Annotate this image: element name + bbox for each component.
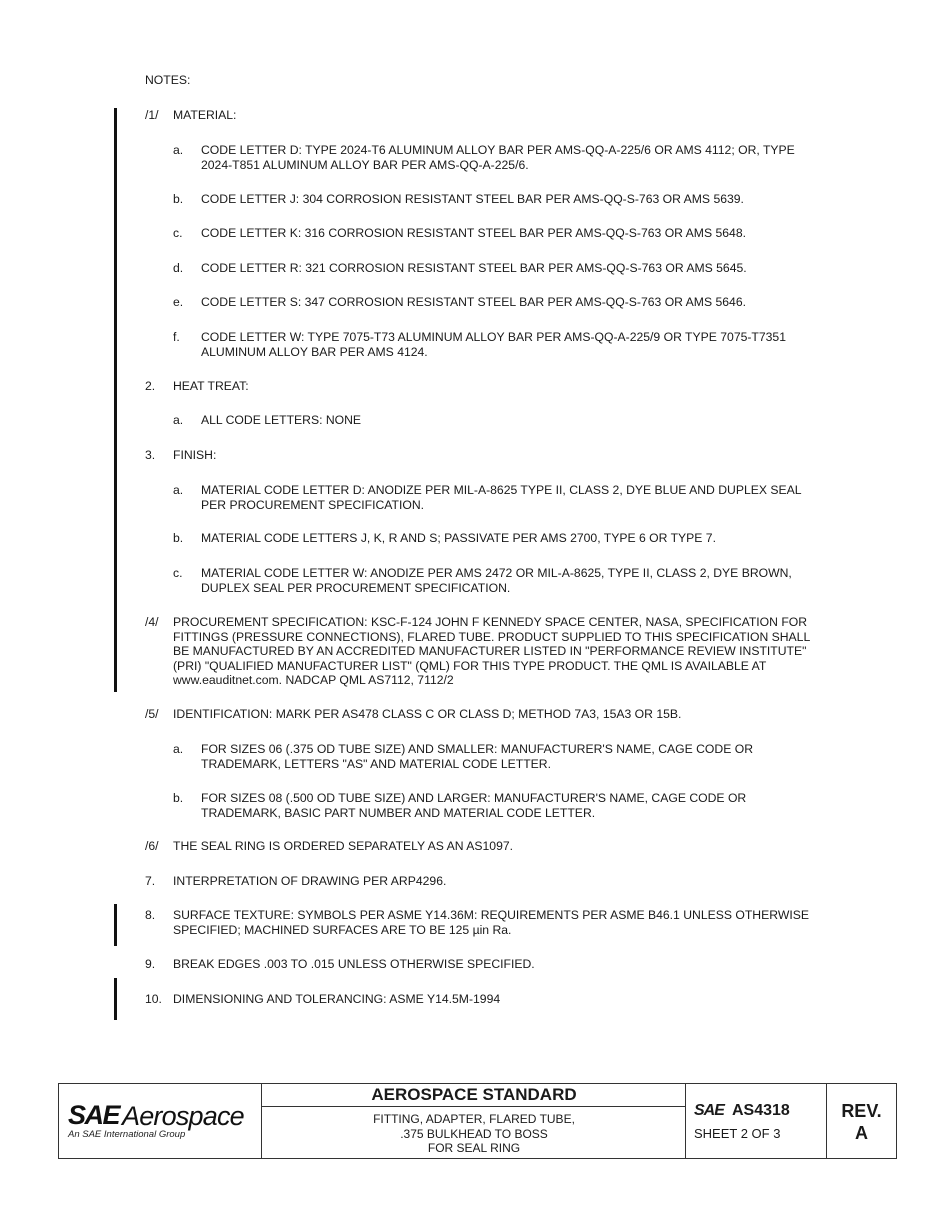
sub-item-letter: a.	[173, 483, 184, 497]
note-number: 8.	[145, 908, 156, 922]
note-number: /4/	[145, 615, 159, 629]
note-text: FINISH:	[173, 448, 217, 462]
note-text: BE MANUFACTURED BY AN ACCREDITED MANUFACTURER LISTED IN "PERFORMANCE REVIEW INSTITUTE"	[173, 644, 807, 659]
sub-item-letter: c.	[173, 566, 183, 580]
revision-label: REV.	[841, 1101, 882, 1121]
document-number: AS4318	[732, 1102, 790, 1119]
sub-item-letter: a.	[173, 742, 184, 756]
sub-item-text: CODE LETTER D: TYPE 2024-T6 ALUMINUM ALLOY BAR PER AMS-QQ-A-225/6 OR AMS 4112; OR, TYPE	[201, 143, 795, 157]
sub-item-text: DUPLEX SEAL PER PROCUREMENT SPECIFICATION.	[201, 580, 511, 595]
sub-item-letter: c.	[173, 226, 183, 240]
note-text: SPECIFIED; MACHINED SURFACES ARE TO BE 125 µin Ra.	[173, 922, 512, 937]
sub-item-letter: e.	[173, 295, 184, 309]
title-block	[58, 1083, 897, 1159]
sub-item-text: TRADEMARK, LETTERS "AS" AND MATERIAL CODE LETTER.	[201, 756, 551, 771]
sub-item-letter: b.	[173, 791, 184, 805]
sub-item-text: ALL CODE LETTERS: NONE	[201, 413, 362, 427]
note-number: 9.	[145, 957, 156, 971]
sae-logo: SAE	[68, 1100, 120, 1130]
sub-item-text: CODE LETTER S: 347 CORROSION RESISTANT STEEL BAR PER AMS-QQ-S-763 OR AMS 5646.	[201, 295, 746, 309]
note-number: 7.	[145, 874, 156, 888]
note-text: THE SEAL RING IS ORDERED SEPARATELY AS AN AS1097.	[173, 839, 514, 853]
sae-mini-logo: SAE	[694, 1102, 724, 1119]
note-text: FITTINGS (PRESSURE CONNECTIONS), FLARED TUBE. PRODUCT SUPPLIED TO THIS SPECIFICATION SHALL	[173, 629, 811, 644]
note-number: /1/	[145, 108, 159, 122]
sub-item-text: PER PROCUREMENT SPECIFICATION.	[201, 497, 425, 512]
revision-cell	[827, 1084, 896, 1158]
revision-value: A	[855, 1123, 868, 1143]
revision-bar	[114, 108, 117, 692]
sub-item-letter: b.	[173, 192, 184, 206]
sub-item-letter: f.	[173, 330, 180, 344]
document-number-cell	[686, 1084, 827, 1158]
note-number: /5/	[145, 707, 159, 721]
part-description: FITTING, ADAPTER, FLARED TUBE,	[373, 1112, 575, 1126]
sub-item-text: FOR SIZES 06 (.375 OD TUBE SIZE) AND SMALLER: MANUFACTURER'S NAME, CAGE CODE OR	[201, 742, 754, 756]
sub-item-letter: a.	[173, 143, 184, 157]
note-text: (PRI) "QUALIFIED MANUFACTURER LIST" (QML) FOR THIS TYPE PRODUCT. THE QML IS AVAILABLE AT	[173, 658, 767, 673]
sub-item-text: CODE LETTER K: 316 CORROSION RESISTANT STEEL BAR PER AMS-QQ-S-763 OR AMS 5648.	[201, 226, 746, 240]
note-number: 3.	[145, 448, 156, 462]
aerospace-logo-text: Aerospace	[122, 1101, 244, 1131]
sub-item-letter: a.	[173, 413, 184, 427]
note-text: IDENTIFICATION: MARK PER AS478 CLASS C OR CLASS D; METHOD 7A3, 15A3 OR 15B.	[173, 707, 682, 721]
part-description: FOR SEAL RING	[427, 1141, 521, 1155]
note-text: INTERPRETATION OF DRAWING PER ARP4296.	[173, 874, 447, 888]
title-cell	[262, 1084, 686, 1158]
sub-item-text: TRADEMARK, BASIC PART NUMBER AND MATERIAL CODE LETTER.	[201, 805, 596, 820]
note-number: 10.	[145, 992, 162, 1006]
sub-item-text: CODE LETTER J: 304 CORROSION RESISTANT STEEL BAR PER AMS-QQ-S-763 OR AMS 5639.	[201, 192, 744, 206]
note-text: SURFACE TEXTURE: SYMBOLS PER ASME Y14.36M: REQUIREMENTS PER ASME B46.1 UNLESS OTHERWISE	[173, 908, 809, 922]
note-text: MATERIAL:	[173, 108, 237, 122]
standard-title: AEROSPACE STANDARD	[262, 1084, 686, 1107]
logo-subtitle: An SAE International Group	[68, 1129, 186, 1140]
part-description: .375 BULKHEAD TO BOSS	[400, 1126, 548, 1141]
sub-item-text: MATERIAL CODE LETTER D: ANODIZE PER MIL-A-8625 TYPE II, CLASS 2, DYE BLUE AND DUPLEX SEAL	[201, 483, 802, 497]
note-number: 2.	[145, 379, 156, 393]
notes-heading: NOTES:	[145, 73, 191, 87]
sub-item-text: FOR SIZES 08 (.500 OD TUBE SIZE) AND LARGER: MANUFACTURER'S NAME, CAGE CODE OR	[201, 791, 747, 805]
sub-item-text: CODE LETTER R: 321 CORROSION RESISTANT STEEL BAR PER AMS-QQ-S-763 OR AMS 5645.	[201, 261, 747, 275]
note-number: /6/	[145, 839, 159, 853]
note-text: PROCUREMENT SPECIFICATION: KSC-F-124 JOHN F KENNEDY SPACE CENTER, NASA, SPECIFICATION FOR	[173, 615, 808, 629]
note-text: HEAT TREAT:	[173, 379, 249, 393]
revision-bar	[114, 978, 117, 1020]
revision-bar	[114, 904, 117, 946]
sub-item-text: ALUMINUM ALLOY BAR PER AMS 4124.	[201, 344, 428, 359]
sub-item-letter: b.	[173, 531, 184, 545]
sub-item-text: CODE LETTER W: TYPE 7075-T73 ALUMINUM ALLOY BAR PER AMS-QQ-A-225/9 OR TYPE 7075-T7351	[201, 330, 786, 344]
sub-item-text: MATERIAL CODE LETTERS J, K, R AND S; PASSIVATE PER AMS 2700, TYPE 6 OR TYPE 7.	[201, 531, 716, 545]
note-text: DIMENSIONING AND TOLERANCING: ASME Y14.5M-1994	[173, 992, 501, 1006]
sub-item-text: MATERIAL CODE LETTER W: ANODIZE PER AMS 2472 OR MIL-A-8625, TYPE II, CLASS 2, DYE BROWN,	[201, 566, 792, 580]
sub-item-text: 2024-T851 ALUMINUM ALLOY BAR PER AMS-QQ-A-225/6.	[201, 157, 529, 172]
sub-item-letter: d.	[173, 261, 184, 275]
note-text: www.eauditnet.com. NADCAP QML AS7112, 7112/2	[173, 673, 454, 688]
note-text: BREAK EDGES .003 TO .015 UNLESS OTHERWISE SPECIFIED.	[173, 957, 535, 971]
logo-cell	[59, 1084, 262, 1158]
sheet-number: SHEET 2 OF 3	[694, 1126, 781, 1141]
